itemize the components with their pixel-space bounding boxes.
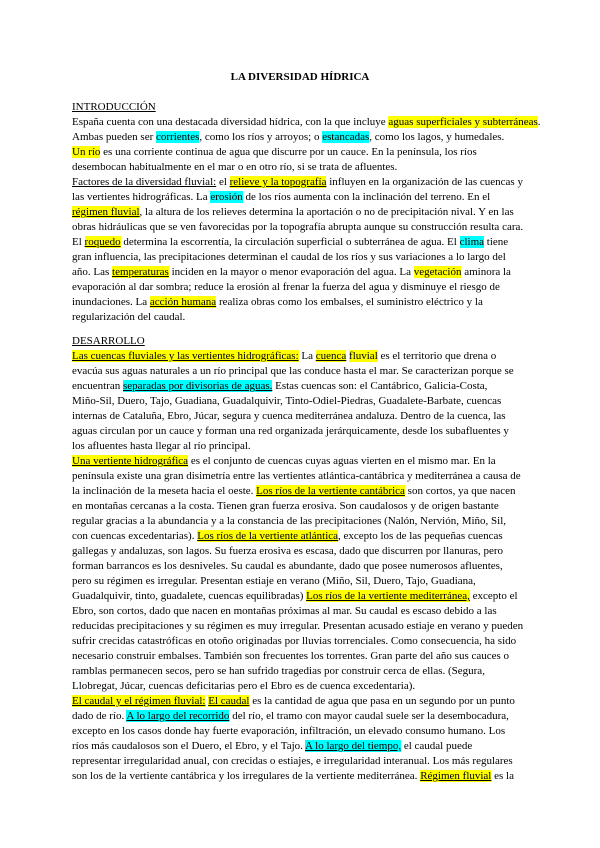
text-run: Ambas pueden ser: [72, 131, 157, 143]
text-run: obras hidráulicas que se ven favorecidas por la topografía abrupta aunque su construcción resulta cara.: [72, 221, 524, 233]
text-line: [72, 205, 542, 220]
yellow-highlighted-text: Los ríos de la vertiente mediterránea,: [306, 590, 470, 602]
yellow-highlighted-text: vegetación: [413, 266, 462, 278]
text-line: [72, 544, 542, 559]
text-run: regular gracias a la abundancia y a la constancia de las precipitaciones (Nalón, Nervión, Miño, Sil,: [72, 515, 507, 527]
text-line: [72, 364, 542, 379]
text-line: [72, 310, 542, 325]
text-run: , como los ríos y arroyos; o: [199, 131, 323, 143]
text-run: Ebro, son cortos, dado que nacen en montañas próximas al mar. Su caudal es escaso debido a las: [72, 605, 497, 617]
text-run: es la: [491, 770, 514, 782]
text-line: [72, 724, 542, 739]
text-line: [72, 280, 542, 295]
text-run: es el territorio que drena o: [377, 350, 497, 362]
text-line: [72, 754, 542, 769]
text-run: dado de río.: [72, 710, 127, 722]
text-line: [72, 559, 542, 574]
yellow-highlighted-text: Las cuencas fluviales y las vertientes hidrográficas:: [72, 350, 299, 362]
section-heading: DESARROLLO: [72, 335, 145, 347]
text-run: evaporación al dar sombra; reduce la erosión al frenar la fuerza del agua y disminuye el riesgo de: [72, 281, 500, 293]
cyan-highlighted-text: separadas por divisorias de aguas.: [123, 380, 273, 392]
yellow-highlighted-text: roquedo: [84, 236, 121, 248]
text-run: reducidas precipitaciones y su régimen es muy irregular. Presentan acusado estiaje en verano y pueden: [72, 620, 524, 632]
text-line: [72, 130, 542, 145]
text-run: en montañas cercanas a la costa. Tienen gran fuerza erosiva. Son caudalosos y de origen bastante: [72, 500, 499, 512]
text-run: España cuenta con una destacada diversidad hídrica, con la que incluye: [72, 116, 389, 128]
yellow-highlighted-text: régimen fluvial: [72, 206, 140, 218]
text-line: [72, 514, 542, 529]
yellow-highlighted-text: Régimen fluvial: [420, 770, 492, 782]
text-run: aminora la: [461, 266, 511, 278]
text-line: [72, 424, 542, 439]
cyan-highlighted-text: A lo largo del recorrido: [126, 710, 230, 722]
yellow-highlighted-text: El caudal: [208, 695, 250, 707]
text-line: [72, 679, 542, 694]
text-run: encuentran: [72, 380, 123, 392]
text-run: de los ríos aumenta con la inclinación del terreno. En el: [242, 191, 491, 203]
text-run: regularización del caudal.: [72, 311, 186, 323]
text-run: La: [298, 350, 316, 362]
yellow-highlighted-text: temperaturas: [112, 266, 169, 278]
text-run: realiza obras como los embalses, el suministro eléctrico y la: [216, 296, 483, 308]
yellow-highlighted-text: acción humana: [149, 296, 217, 308]
yellow-highlighted-text: Una vertiente hidrográfica: [72, 455, 189, 467]
text-run: pero su régimen es irregular. Presentan estiaje en verano (Miño, Sil, Duero, Tajo, Guadiana,: [72, 575, 476, 587]
text-run: excepto el: [469, 590, 518, 602]
text-run: gran influencia, las precipitaciones determinan el caudal de los ríos y sus variaciones a lo largo del: [72, 251, 506, 263]
text-line: [72, 484, 542, 499]
text-line: [72, 439, 542, 454]
text-line: [72, 664, 542, 679]
text-line: [72, 379, 542, 394]
text-run: aguas circulan por un cauce y forman una red organizada jerárquicamente, desde los subafluentes y: [72, 425, 509, 437]
text-line: [72, 649, 542, 664]
yellow-highlighted-text: El caudal y el régimen fluvial:: [72, 695, 206, 707]
text-run: el: [216, 176, 230, 188]
yellow-highlighted-text: Un río: [72, 146, 101, 158]
text-run: , la altura de los relieves determina la aportación o no de precipitación nival. Y en las: [139, 206, 514, 218]
text-run: internas de Cataluña, Ebro, Júcar, segura y cuenca mediterránea andaluza. Dentro de la cuenca, las: [72, 410, 506, 422]
text-run: con cuencas excedentarias).: [72, 530, 198, 542]
text-run: los afluentes hasta llegar al río principal.: [72, 440, 251, 452]
text-line: [72, 619, 542, 634]
text-run: gallegas y andaluzas, son lagos. Su fuerza erosiva es escasa, dado que discurren por llanuras, pero: [72, 545, 503, 557]
text-line: [72, 349, 542, 364]
text-run: península existe una gran disimetría entre las vertientes atlántica-cantábrica y mediterránea a causa de: [72, 470, 521, 482]
text-run: la inclinación de la meseta hacia el oeste.: [72, 485, 257, 497]
underlined-text: Factores de la diversidad fluvial:: [72, 176, 217, 188]
text-run: Miño-Sil, Duero, Tajo, Guadiana, Guadalquivir, Tinto-Odiel-Piedras, Guadalete-Barbate, cuencas: [72, 395, 502, 407]
text-run: Estas cuencas son: el Cantábrico, Galicia-Costa,: [272, 380, 488, 392]
document-title: LA DIVERSIDAD HÍDRICA: [230, 71, 370, 83]
text-line: [72, 469, 542, 484]
text-line: [72, 589, 542, 604]
document-section: [72, 334, 542, 784]
text-run: excepto en los casos donde hay fuerte evaporación, infiltración, un elevado consumo humano. Los: [72, 725, 506, 737]
text-line: [72, 529, 542, 544]
cyan-highlighted-text: corrientes: [156, 131, 200, 143]
cyan-highlighted-text: clima: [459, 236, 485, 248]
text-line: [72, 175, 542, 190]
text-run: inciden en la mayor o menor evaporación del agua. La: [168, 266, 414, 278]
text-line: [72, 769, 542, 784]
text-run: son los de la vertiente cantábrica y los irregulares de la vertiente mediterránea.: [72, 770, 421, 782]
text-run: sufrir crecidas catastróficas en otoño originadas por lluvias torrenciales. Como consecuencia, ha sido: [72, 635, 517, 647]
text-run: es la cantidad de agua que pasa en un segundo por un punto: [249, 695, 515, 707]
text-run: representar irregularidad anual, con crecidas o estiajes, e irregularidad interanual. Los más regulares: [72, 755, 513, 767]
text-run: necesario construir embalses. También son frecuentes los torrentes. Gran parte del año sus cauces o: [72, 650, 510, 662]
text-line: [72, 739, 542, 754]
text-line: [72, 634, 542, 649]
text-run: , como los lagos, y humedales.: [369, 131, 505, 143]
text-run: ramblas permanecen secos, pero se han sufrido tragedias por construir cerca de ellas. (Segura,: [72, 665, 485, 677]
text-run: ríos más caudalosos son el Duero, el Ebro, y el Tajo.: [72, 740, 306, 752]
text-run: Guadalquivir, tinto, guadalete, cuencas equilibradas): [72, 590, 307, 602]
text-run: inundaciones. La: [72, 296, 150, 308]
text-run: es una corriente continua de agua que discurre por un cauce. En la península, los ríos: [100, 146, 477, 158]
text-run: influyen en la organización de las cuencas y: [326, 176, 523, 188]
text-run: es el conjunto de cuencas cuyas aguas vierten en el mismo mar. En la: [188, 455, 496, 467]
text-line: [72, 709, 542, 724]
text-run: el caudal puede: [401, 740, 473, 752]
text-run: evacúa sus aguas naturales a un río principal que las conduce hasta el mar. Se caracterizan porque se: [72, 365, 514, 377]
text-line: [72, 409, 542, 424]
yellow-highlighted-text: Los ríos de la vertiente atlántica: [197, 530, 339, 542]
yellow-highlighted-text: relieve y la topografía: [229, 176, 327, 188]
text-run: El: [72, 236, 85, 248]
text-line: [72, 235, 542, 250]
text-run: , excepto los de las pequeñas cuencas: [338, 530, 503, 542]
text-line: [72, 394, 542, 409]
text-line: [72, 694, 542, 709]
cyan-highlighted-text: erosión: [210, 191, 243, 203]
text-run: forman barrancos es los desniveles. Su caudal es abundante, dado que posee numerosos afluentes,: [72, 560, 503, 572]
text-run: son cortos, ya que nacen: [404, 485, 516, 497]
document-section: [72, 100, 542, 325]
text-line: [72, 295, 542, 310]
text-run: determina la escorrentía, la circulación superficial o subterránea de agua. El: [120, 236, 460, 248]
cyan-highlighted-text: estancadas: [322, 131, 370, 143]
text-line: [72, 145, 542, 160]
text-run: del río, el tramo con mayor caudal suele ser la desembocadura,: [229, 710, 509, 722]
cyan-highlighted-text: A lo largo del tiempo,: [305, 740, 402, 752]
text-run: Llobregat, Júcar, cuencas deficitarias pero el Ebro es de cuenca excedentaria).: [72, 680, 416, 692]
yellow-highlighted-text: aguas superficiales y subterráneas: [388, 116, 538, 128]
text-line: [72, 160, 542, 175]
text-run: las vertientes hidrográficas. La: [72, 191, 211, 203]
text-line: [72, 574, 542, 589]
section-heading: INTRODUCCIÓN: [72, 101, 156, 113]
yellow-highlighted-text: fluvial: [349, 350, 378, 362]
text-line: [72, 250, 542, 265]
text-line: [72, 454, 542, 469]
text-run: .: [537, 116, 541, 128]
text-line: [72, 265, 542, 280]
yellow-highlighted-text: cuenca: [315, 350, 347, 362]
text-line: [72, 220, 542, 235]
text-run: año. Las: [72, 266, 113, 278]
text-run: tiene: [484, 236, 509, 248]
text-line: [72, 499, 542, 514]
text-line: [72, 190, 542, 205]
text-line: [72, 604, 542, 619]
text-run: desembocan habitualmente en el mar o en otro río, si se trata de afluentes.: [72, 161, 398, 173]
yellow-highlighted-text: Los ríos de la vertiente cantábrica: [256, 485, 405, 497]
text-line: [72, 115, 542, 130]
